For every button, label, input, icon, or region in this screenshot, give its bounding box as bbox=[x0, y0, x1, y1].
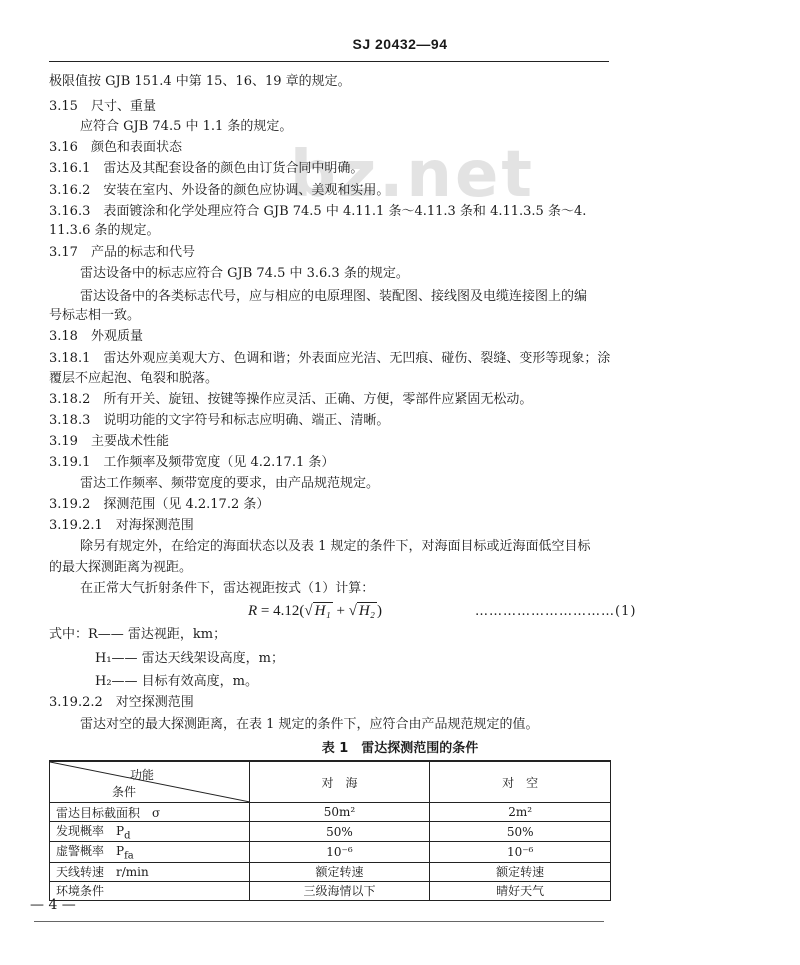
table-row bbox=[50, 862, 611, 881]
section-heading-3-17: 3.17 产品的标志和代号 bbox=[49, 245, 195, 260]
cell-air: 额定转速 bbox=[430, 862, 611, 881]
header-air: 对 空 bbox=[430, 761, 611, 803]
header-condition-label: 条件 bbox=[112, 785, 137, 799]
section-heading-3-19: 3.19 主要战术性能 bbox=[49, 434, 169, 449]
row-label: 天线转速 r/min bbox=[50, 862, 250, 881]
detection-conditions-table bbox=[49, 760, 611, 901]
formula-eq: = 4.12( bbox=[260, 603, 305, 619]
formula-lhs: R bbox=[248, 603, 258, 619]
body-line: 雷达对空的最大探测距离，在表 1 规定的条件下，应符合由产品规范规定的值。 bbox=[80, 717, 539, 732]
clause-3-16-2: 3.16.2 安装在室内、外设备的颜色应协调、美观和实用。 bbox=[49, 183, 390, 198]
header-function-label: 功能 bbox=[130, 768, 155, 782]
footer-rule bbox=[34, 921, 604, 922]
clause-3-19-2-2: 3.19.2.2 对空探测范围 bbox=[49, 695, 194, 710]
table-row bbox=[50, 822, 611, 842]
body-line: 除另有规定外，在给定的海面状态以及表 1 规定的条件下，对海面目标或近海面低空目标 bbox=[80, 539, 591, 554]
clause-3-19-2: 3.19.2 探测范围（见 4.2.17.2 条） bbox=[49, 497, 270, 512]
clause-3-19-1: 3.19.1 工作频率及频带宽度（见 4.2.17.1 条） bbox=[49, 455, 335, 470]
document-code-header: SJ 20432—94 bbox=[352, 36, 448, 52]
watermark: bz.net bbox=[290, 138, 535, 212]
formula-h1: H₁ bbox=[314, 603, 331, 619]
table-row bbox=[50, 803, 611, 822]
table-caption: 表 1 雷达探测范围的条件 bbox=[321, 741, 479, 756]
body-line: 雷达设备中的各类标志代号，应与相应的电原理图、装配图、接线图及电缆连接图上的编 bbox=[80, 289, 588, 304]
section-heading-3-18: 3.18 外观质量 bbox=[49, 329, 143, 344]
cell-air: 2m² bbox=[430, 803, 611, 822]
cell-sea: 50% bbox=[249, 822, 430, 842]
cell-air: 晴好天气 bbox=[430, 881, 611, 900]
clause-3-18-2: 3.18.2 所有开关、旋钮、按键等操作应灵活、正确、方便，零部件应紧固无松动。 bbox=[49, 392, 533, 407]
body-line: 的最大探测距离为视距。 bbox=[49, 560, 193, 575]
cell-sea: 额定转速 bbox=[249, 862, 430, 881]
row-label: 虚警概率 $P_{fa}$ bbox=[50, 842, 250, 862]
row-label: 环境条件 bbox=[50, 881, 250, 900]
cell-air: 10⁻⁶ bbox=[430, 842, 611, 862]
body-line: 极限值按 GJB 151.4 中第 15、16、19 章的规定。 bbox=[49, 74, 351, 89]
section-heading-3-16: 3.16 颜色和表面状态 bbox=[49, 140, 182, 155]
table-row bbox=[50, 881, 611, 900]
cell-sea: 50m² bbox=[249, 803, 430, 822]
clause-3-18-3: 3.18.3 说明功能的文字符号和标志应明确、端正、清晰。 bbox=[49, 413, 390, 428]
clause-3-19-2-1: 3.19.2.1 对海探测范围 bbox=[49, 518, 194, 533]
body-line: 覆层不应起泡、龟裂和脱落。 bbox=[49, 371, 219, 386]
table-diagonal-header bbox=[50, 761, 250, 803]
row-label: 雷达目标截面积 σ bbox=[50, 803, 250, 822]
body-line: 雷达工作频率、频带宽度的要求，由产品规范规定。 bbox=[80, 476, 380, 491]
formula-h2: H₂ bbox=[358, 603, 375, 619]
formula-close: ) bbox=[376, 603, 382, 619]
body-line: 雷达设备中的标志应符合 GJB 74.5 中 3.6.3 条的规定。 bbox=[80, 266, 409, 281]
clause-3-16-3: 3.16.3 表面镀涂和化学处理应符合 GJB 74.5 中 4.11.1 条～4.11.3 条和 4.11.3.5 条～4. bbox=[49, 204, 587, 219]
cell-sea: 三级海情以下 bbox=[249, 881, 430, 900]
clause-3-18-1: 3.18.1 雷达外观应美观大方、色调和谐；外表面应光洁、无凹痕、碰伤、裂缝、变形等现象；涂 bbox=[49, 351, 611, 366]
header-sea: 对 海 bbox=[249, 761, 430, 803]
body-line: 11.3.6 条的规定。 bbox=[49, 223, 160, 238]
formula-where-line: 式中：R—— 雷达视距，km； bbox=[49, 627, 227, 642]
cell-sea: 10⁻⁶ bbox=[249, 842, 430, 862]
radar-range-formula: R = 4.12(√ H₁ + √ H₂ ) bbox=[248, 603, 382, 619]
row-label: 发现概率 $P_d$ bbox=[50, 822, 250, 842]
body-line: 号标志相一致。 bbox=[49, 308, 141, 323]
formula-where-line: H₂—— 目标有效高度，m。 bbox=[95, 674, 259, 689]
header-rule bbox=[49, 61, 609, 62]
formula-where-line: H₁—— 雷达天线架设高度，m； bbox=[95, 651, 285, 666]
table-row bbox=[50, 842, 611, 862]
equation-number: …………………………(1) bbox=[475, 604, 637, 619]
section-heading-3-15: 3.15 尺寸、重量 bbox=[49, 99, 156, 114]
table-header-row bbox=[50, 761, 611, 803]
body-line: 在正常大气折射条件下，雷达视距按式（1）计算： bbox=[80, 581, 375, 596]
cell-air: 50% bbox=[430, 822, 611, 842]
body-line: 应符合 GJB 74.5 中 1.1 条的规定。 bbox=[80, 119, 293, 134]
clause-3-16-1: 3.16.1 雷达及其配套设备的颜色由订货合同中明确。 bbox=[49, 161, 364, 176]
page-number: — 4 — bbox=[30, 897, 76, 913]
formula-plus: + bbox=[332, 603, 349, 619]
